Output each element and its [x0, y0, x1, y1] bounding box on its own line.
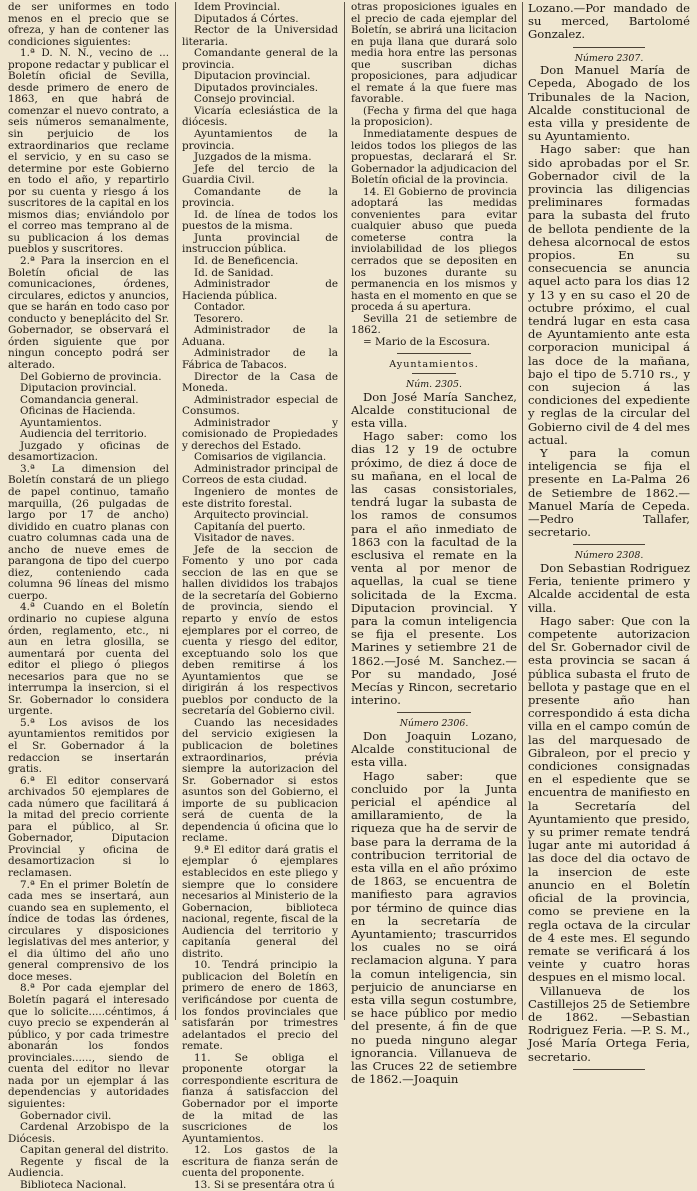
list-item: Director de la Casa de Moneda.: [182, 370, 338, 395]
condition-12: 12. Los gastos de la escritura de fianza serán de cuenta del proponente.: [182, 1144, 338, 1180]
divider: [573, 544, 644, 545]
divider: [397, 353, 470, 354]
list-item: Idem Provincial.: [194, 1, 281, 13]
notice-number: Número 2307.: [574, 52, 644, 64]
paragraph: Inmediatamente despues de leidos todos los pliegos de las propuestas, declarará el Sr. Gobernador la adjudicacion del Boletín oficial de la provincia.: [351, 128, 517, 187]
condition-2: 2.ª Para la insercion en el Boletín oficial de las comunicaciones, órdenes, circulares, edictos y anuncios, que se harán en todo caso por conducto y beneplácito del Sr. Gobernador, se observará el órden siguiente que por ningun concepto podrá ser alterado.: [8, 255, 169, 371]
list-item: Cardenal Arzobispo de la Diócesis.: [8, 1121, 169, 1145]
list-item: Administrador principal de Correos de esta ciudad.: [182, 462, 338, 487]
paragraph: (Fecha y firma del que haga la proposicion).: [351, 104, 517, 129]
list-item: Comisarios de vigilancia.: [194, 451, 327, 464]
list-item: Capitanía del puerto.: [194, 520, 306, 533]
date-line: Sevilla 21 de setiembre de 1862.: [351, 312, 517, 337]
list-item: Id. de Sanidad.: [194, 266, 274, 279]
list-item: Del Gobierno de provincia.: [20, 370, 162, 383]
notice-number: Número 2306.: [399, 718, 469, 730]
notice-title: Don José María Sanchez, Alcalde constitucional de esta villa.: [351, 389, 517, 430]
notice-title: Don Joaquin Lozano, Alcalde constitucional de esta villa.: [351, 728, 517, 770]
paragraph: Jefe de la seccion de Fomento y uno por cada seccion de las en que se hallen divididos los trabajos de la secretaría del Gobierno de provincia, siendo el reparto y envío de estos ejemplares por el correo, de cuenta y riesgo del editor, exceptuando solo los que deben remitirse á los Ayuntamientos que se dirigirán á los respectivos pueblos por conducto de la secretaría del Gobierno civil.: [182, 543, 338, 718]
list-item: Diputacion provincial.: [194, 70, 311, 83]
list-item: Comandancia general.: [20, 393, 139, 406]
column-3: [351, 1, 517, 1087]
list-item: Audiencia del territorio.: [20, 428, 147, 441]
condition-5: 5.ª Los avisos de los ayuntamientos remitidos por el Sr. Gobernador á la redaccion se insertarán gratis.: [8, 716, 169, 776]
notice-body: Hago saber: Que con la competente autorizacion del Sr. Gobernador civil de esta provincia se sacan á pública subasta el fruto de bellota y pastage que en el presente año han correspondido á esta dicha villa en el campo común de las del marquesado de Gibraleon, por el precio y condiciones consignadas en el espediente que se encuentra de manifiesto en la Secretaría del Ayuntamiento que presido, y su primer remate tendrá lugar ante mi autoridad á las doce del dia octavo de la insercion de este anuncio en el Boletín oficial de la provincia, como se previene en la regla octava de la circular de 4 este mes. El segundo remate se verificará á los veinte y cuatro horas despues en el mismo local.: [528, 613, 690, 985]
notice-2305: [351, 391, 517, 708]
list-item: Contador.: [194, 301, 246, 314]
condition-8: 8.ª Por cada ejemplar del Boletín pagará el interesado que lo solicite.....céntimos, á cuyo precio se expenderán al público, y por cada trimestre abonarán los fondos provinciales......, siendo de cuenta del editor no llevar nada por un ejemplar á las dependencias y autoridades siguientes:: [8, 982, 169, 1110]
paragraph: de ser uniformes en todo menos en el precio que se ofreza, y han de contener las condiciones siguientes:: [8, 1, 169, 48]
condition-14: 14. El Gobierno de provincia adoptará las medidas convenientes para evitar cualquier abuso que pueda cometerse contra la inviolabilidad de los pliegos cerrados que se depositen en los buzones durante su permanencia en los mismos y hasta en el momento en que se proceda á su apertura.: [351, 185, 517, 314]
list-item: Administrador de la Aduana.: [182, 324, 338, 348]
condition-13: 13. Si se presentára otra ú: [194, 1178, 335, 1191]
condition-6: 6.ª El editor conservará archivados 50 ejemplares de cada número que facilitará á la mitad del precio corriente para el público, al Sr. Gobernador, Diputacion Provincial y oficina de desamortizacion si lo reclamasen.: [8, 774, 169, 880]
column-rule: [175, 2, 176, 1020]
condition-11: 11. Se obliga el proponente otorgar la correspondiente escritura de fianza á satisfaccion del Gobernador por el importe de la mitad de las suscriciones de los Ayuntamientos.: [182, 1051, 338, 1145]
list-item: Regente y fiscal de la Audiencia.: [8, 1155, 169, 1180]
list-item: Administrador y comisionado de Propiedades y derechos del Estado.: [182, 416, 338, 452]
list-item: Biblioteca Nacional.: [20, 1178, 127, 1191]
notice-continuation: [528, 2, 690, 42]
column-4: [528, 1, 690, 1064]
paragraph: otras proposiciones iguales en el precio de cada ejemplar del Boletín, se abrirá una licitacion en puja llana que durará solo media hora entre las personas que suscriban dichas proposiciones, para adjudicar el remate á la que fuere mas favorable.: [351, 1, 517, 106]
column-rule: [344, 2, 345, 1020]
notice-title: Don Manuel María de Cepeda, Abogado de los Tribunales de la Nacion, Alcalde constitucional de esta villa y presidente de su Ayuntamiento.: [528, 63, 690, 144]
divider: [573, 47, 644, 48]
list-item: Administrador de Hacienda pública.: [182, 278, 338, 302]
list-item: Rector de la Universidad literaria.: [182, 24, 338, 48]
condition-3: 3.ª La dimension del Boletín constará de un pliego de papel continuo, tamaño marquilla, (26 pulgadas de largo por 17 de ancho) dividido en cuatro planas con cuatro columnas cada una de ancho de nueve emes de parangona de tipo del cuerpo diez, conteniendo cada columna 96 líneas del mismo cuerpo.: [8, 462, 169, 602]
list-item: Administrador especial de Consumos.: [182, 393, 338, 418]
notice-2308: [528, 562, 690, 1064]
column-1: [8, 1, 169, 1191]
signature: = Mario de la Escosura.: [363, 335, 491, 348]
list-item: Junta provincial de instruccion pública.: [182, 231, 338, 256]
divider: [412, 373, 455, 374]
notice-body: Hago saber: que concluido por la Junta pericial el apéndice al amillaramiento, de la riqueza que ha de servir de base para la derrama de la contribucion territorial de esta villa en el año próximo de 1863, se encuentra de manifiesto para agravios por término de quince dias en la secretaría de Ayuntamiento; trascurridos los cuales no se oirá reclamacion alguna. Y para la comun inteligencia, sin perjuicio de anunciarse en esta villa segun costumbre, se hace público por medio del presente, á fin de que no pueda ninguno alegar ignorancia. Villanueva de las Cruces 22 de setiembre de 1862.—Joaquin: [351, 768, 517, 1087]
list-item: Consejo provincial.: [194, 93, 295, 106]
column-2: [182, 1, 338, 1191]
notice-body: Y para la comun inteligencia se fija el presente en La-Palma 26 de Setiembre de 1862.—Manuel María de Cepeda.—Pedro Tallafer, secretario.: [528, 446, 690, 540]
list-item: Juzgado y oficinas de desamortizacion.: [8, 439, 169, 464]
list-item: Tesorero.: [194, 312, 244, 325]
condition-1: 1.ª D. N. N., vecino de ... propone redactar y publicar el Boletín oficial de Sevilla, desde primero de enero de 1863, en que habrá de comenzar el nuevo contrato, a seis números semanalmente, sin perjuicio de los extraordinarios que reclame el servicio, y en su caso se determine por este Gobierno en todo el año, y repartirlo por su cuenta y riesgo á los suscritores de la capital en los mismos dias; enviándolo por el correo mas temprano al de su publicacion á los demas pueblos y suscritores.: [8, 47, 169, 256]
section-heading: Ayuntamientos.: [389, 359, 479, 371]
list-item: Diputados provinciales.: [194, 81, 319, 94]
list-item: Comandante de la provincia.: [182, 185, 338, 210]
list-item: Ingeniero de montes de este distrito forestal.: [182, 485, 338, 510]
list-item: Capitan general del distrito.: [20, 1144, 169, 1157]
notice-body: Villanueva de los Castillejos 25 de Setiembre de 1862. —Sebastian Rodriguez Feria. —P. S. M., José María Ortega Feria, secretario.: [528, 983, 690, 1064]
list-item: Jefe del tercio de la Guardia Civil.: [182, 162, 338, 187]
list-item: Administrador de la Fábrica de Tabacos.: [182, 347, 338, 371]
list-item: Id. de Beneficencia.: [194, 255, 299, 268]
notice-2306: [351, 730, 517, 1086]
list-item: Ayuntamientos de la provincia.: [182, 128, 338, 152]
condition-7: 7.ª En el primer Boletín de cada mes se insertará, aun cuando sea en suplemento, el índice de todas las órdenes, circulares y disposiciones legislativas del mes anterior, y el dia último del año uno general comprensivo de los doce meses.: [8, 878, 169, 983]
list-item: Ayuntamientos.: [20, 416, 102, 429]
list-item: Gobernador civil.: [20, 1109, 112, 1122]
condition-10: 10. Tendrá principio la publicacion del Boletín en primero de enero de 1863, verificándose por cuenta de los fondos provinciales que satisfarán por trimestres adelantados el precio del remate.: [182, 959, 338, 1053]
notice-body: Hago saber: como los dias 12 y 19 de octubre próximo, de diez á doce de su mañana, en el local de las casas consistoriales, tendrá lugar la subasta de los ramos de consumos para el año inmediato de 1863 con la facultad de la esclusiva el remate en la venta al por menor de aquellas, la cual se tiene solicitada de la Excma. Diputacion provincial. Y para la comun inteligencia se fija el presente. Los Marines y setiembre 21 de 1862.—José M. Sanchez.—Por su mandado, José Mecías y Rincon, secretario interino.: [351, 429, 517, 708]
column-rule: [522, 2, 523, 1020]
list-item: Id. de línea de todos los puestos de la misma.: [182, 208, 338, 233]
notice-body: Lozano.—Por mandado de su merced, Bartolomé Gonzalez.: [528, 1, 690, 42]
notice-body: Hago saber: que han sido aprobadas por el Sr. Gobernador civil de la provincia las diligencias preliminares formadas para la subasta del fruto de bellota pendiente de la dehesa alcornocal de estos propios. En su consecuencia se anuncia aquel acto para los dias 12 y 13 y en su caso el 20 de octubre próximo, el cual tendrá lugar en esta casa de Ayuntamiento ante esta corporacion municipal á las doce de la mañana, bajo el tipo de 5.710 rs., y con sujecion á las condiciones del expediente y reglas de la circular del Gobierno civil de 4 del mes actual.: [528, 142, 690, 447]
list-item: Visitador de naves.: [194, 532, 295, 545]
divider: [397, 712, 470, 713]
condition-9: 9.ª El editor dará gratis el ejemplar ó ejemplares establecidos en este pliego y siempre que lo considere necesarios al Ministerio de la Gobernacion, biblioteca nacional, regente, fiscal de la Audiencia del territorio y capitanía general del distrito.: [182, 843, 338, 960]
list-item: Vicaría eclesiástica de la diócesis.: [182, 104, 338, 129]
notice-number: Núm. 2305.: [406, 378, 462, 390]
list-item: Diputacion provincial.: [20, 382, 137, 395]
list-item: Comandante general de la provincia.: [182, 47, 338, 71]
divider: [573, 1069, 644, 1070]
paragraph: Cuando las necesidades del servicio exigiesen la publicacion de boletines extraordinarios, prévia siempre la autorizacion del Sr. Gobernador si estos asuntos son del Gobierno, el importe de su publicacion será de cuenta de la dependencia ú oficina que lo reclame.: [182, 716, 338, 845]
notice-title: Don Sebastian Rodriguez Feria, teniente primero y Alcalde accidental de esta villa.: [528, 561, 690, 615]
list-item: Juzgados de la misma.: [194, 151, 312, 164]
list-item: Arquitecto provincial.: [194, 509, 309, 522]
condition-4: 4.ª Cuando en el Boletín ordinario no cupiese alguna órden, reglamento, etc., ni aun en letra glosilla, se aumentará por cuenta del editor el pliego ó pliegos necesarios para que no se interrumpa la insercion, si el Sr. Gobernador lo considera urgente.: [8, 601, 169, 718]
notice-2307: [528, 64, 690, 539]
list-item: Diputados á Córtes.: [194, 12, 299, 25]
list-item: Oficinas de Hacienda.: [20, 405, 136, 418]
notice-number: Número 2308.: [574, 550, 644, 562]
